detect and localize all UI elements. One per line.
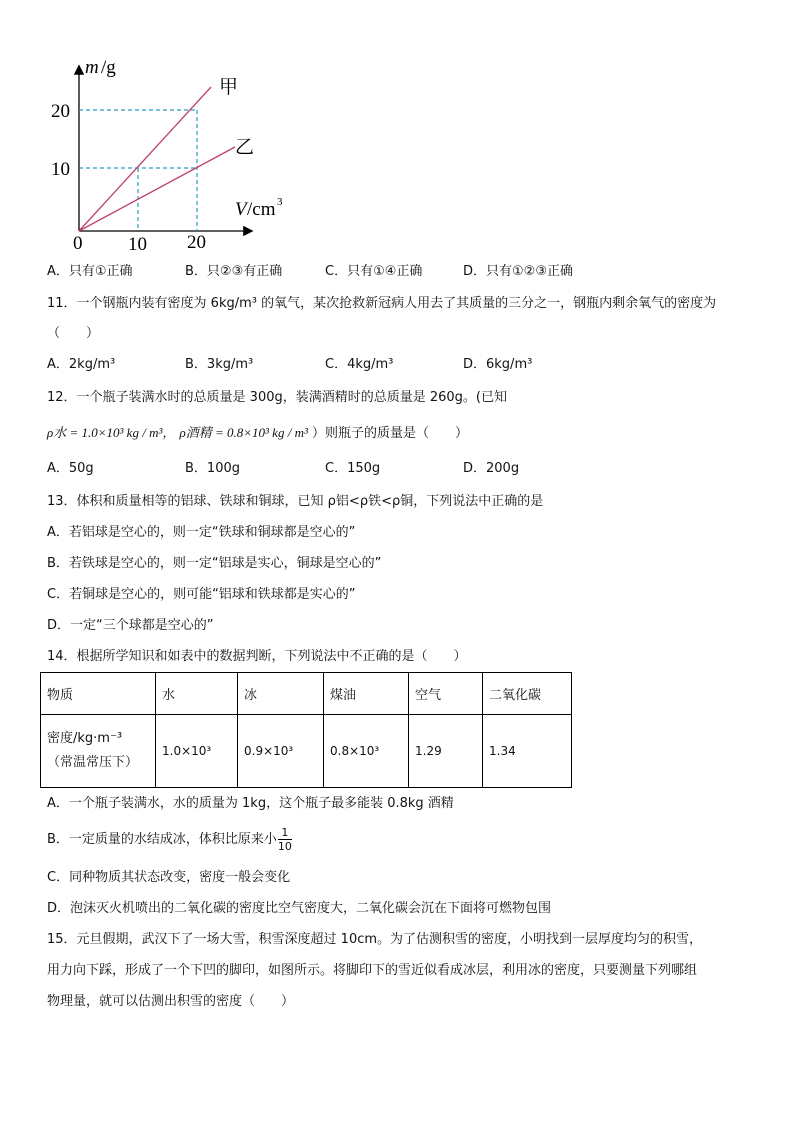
q11-option-d: D．6kg/m³ [463,357,533,372]
table-cell: 0.9×10³ [238,715,324,788]
x-tick-10: 10 [128,234,147,255]
q13-option-d: D．一定“三个球都是空心的” [47,618,214,633]
table-cell: 1.0×10³ [156,715,238,788]
q14-option-c: C．同种物质其状态改变，密度一般会变化 [47,870,291,885]
q10-option-a: A．只有①正确 [47,264,133,279]
q10-option-d: D．只有①②③正确 [463,264,573,279]
svg-text:/cm: /cm [247,199,276,220]
table-cell: 1.29 [409,715,483,788]
rho-alcohol-formula: ρ酒精 = 0.8×10³ kg / m³ [179,425,308,440]
fraction-denominator: 10 [277,840,292,853]
q11-blank: （ ） [47,326,100,341]
q14-option-b [47,826,292,853]
table-row-label [41,715,156,788]
q12-option-d: D．200g [463,461,520,476]
table-cell: 1.34 [483,715,572,788]
table-header-cell: 冰 [238,673,324,715]
table-header-cell: 二氧化碳 [483,673,572,715]
q15-line3: 物理量，就可以估测出积雪的密度（ ） [47,994,295,1009]
y-tick-20: 20 [51,101,70,122]
q11-stem: 11．一个钢瓶内装有密度为 6kg/m³ 的氧气，某次抢救新冠病人用去了其质量的三分之一，钢瓶内剩余氧气的密度为 [47,296,717,311]
table-header-cell: 物质 [41,673,156,715]
table-header-cell: 水 [156,673,238,715]
label-yi: 乙 [235,137,255,158]
x-axis-label: V [235,199,247,220]
q12-option-b: B．100g [185,461,240,476]
q11-option-a: A．2kg/m³ [47,357,116,372]
table-row [41,715,572,788]
q11-option-b: B．3kg/m³ [185,357,254,372]
q12-option-c: C．150g [325,461,381,476]
q15-line1: 15．元旦假期，武汉下了一场大雪，积雪深度超过 10cm。为了估测积雪的密度，小明找到一层厚度均匀的积雪， [47,932,703,947]
fraction-numerator: 1 [278,826,292,840]
q14-option-a: A．一个瓶子装满水，水的质量为 1kg，这个瓶子最多能装 0.8kg 酒精 [47,796,454,811]
label-jia: 甲 [219,77,239,98]
q13-option-b: B．若铁球是空心的，则一定“铝球是实心，铜球是空心的” [47,556,382,571]
y-tick-10: 10 [51,159,70,180]
q12-stem-tail: ）则瓶子的质量是（ ） [312,426,469,441]
table-header-cell: 煤油 [324,673,409,715]
q14-option-d: D．泡沫灭火机喷出的二氧化碳的密度比空气密度大，二氧化碳会沉在下面将可燃物包围 [47,901,552,916]
line-yi [79,147,235,231]
q15-line2: 用力向下踩，形成了一个下凹的脚印，如图所示。将脚印下的雪近似看成冰层，利用冰的密度，只要测量下列哪组 [47,963,698,978]
q13-option-c: C．若铜球是空心的，则可能“铝球和铁球都是实心的” [47,587,356,602]
q12-stem-line2 [47,424,468,443]
q13-stem: 13．体积和质量相等的铝球、铁球和铜球，已知 ρ铝<ρ铁<ρ铜，下列说法中正确的是 [47,494,544,509]
y-axis-label: m [85,57,99,78]
row-label-line1: 密度/kg·m⁻³ [47,731,123,746]
x-tick-20: 20 [187,232,206,253]
q14-stem: 14．根据所学知识和如表中的数据判断，下列说法中不正确的是（ ） [47,649,467,664]
q11-option-c: C．4kg/m³ [325,357,394,372]
q13-option-a: A．若铝球是空心的，则一定“铁球和铜球都是空心的” [47,525,356,540]
rho-water-formula: ρ水 = 1.0×10³ kg / m³， [47,425,176,440]
svg-text:3: 3 [277,196,283,208]
line-jia [79,87,211,231]
fraction [278,826,292,853]
table-cell: 0.8×10³ [324,715,409,788]
origin-label: 0 [73,233,83,254]
q12-stem: 12．一个瓶子装满水时的总质量是 300g，装满酒精时的总质量是 260g。(已知 [47,390,508,405]
svg-text:/g: /g [101,57,116,78]
q10-option-c: C．只有①④正确 [325,264,423,279]
mass-volume-graph [45,55,283,255]
q12-option-a: A．50g [47,461,94,476]
q14-option-b-text: B．一定质量的水结成冰，体积比原来小 [47,832,277,847]
table-header-row [41,673,572,715]
row-label-line2: （常温常压下） [47,755,139,770]
table-header-cell: 空气 [409,673,483,715]
q10-option-b: B．只②③有正确 [185,264,283,279]
density-table [40,672,572,788]
